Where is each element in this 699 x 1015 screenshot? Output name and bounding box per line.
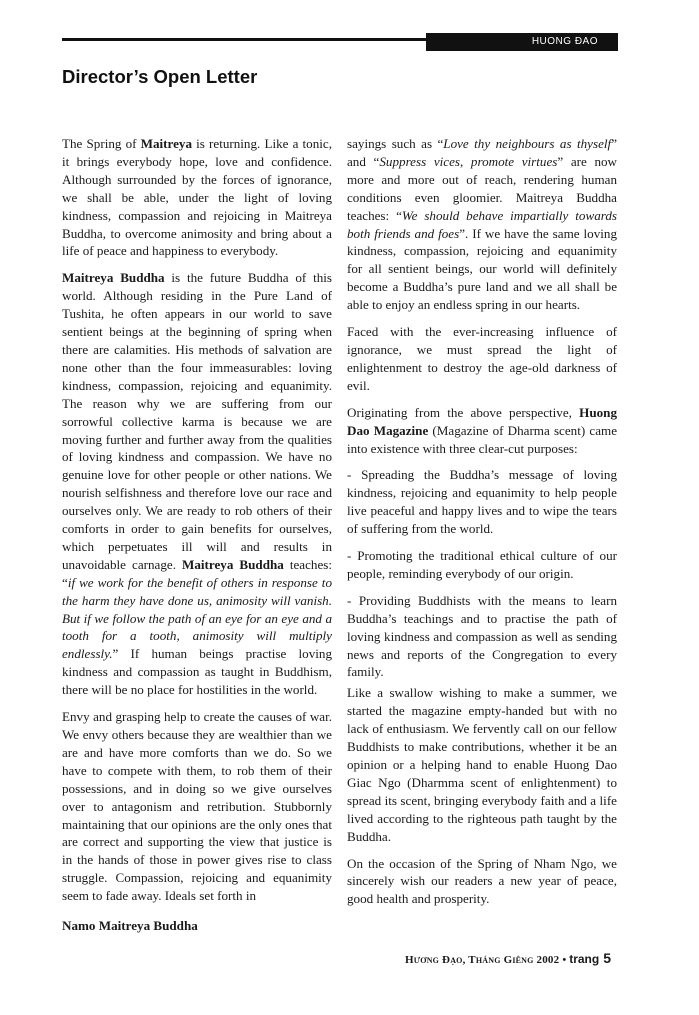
page-footer (405, 950, 611, 966)
left-column (62, 135, 332, 914)
list-item: - Promoting the traditional ethical culture of our people, reminding everybody of our origin. (347, 548, 617, 581)
paragraph: sayings such as “Love thy neighbours as thyself” and “Suppress vices, promote virtues” are now more and more out of reach, rendering human conditions even gloomier. Maitreya Buddha teaches: “We should behave impartially towards both friends and foes”. If we have the same loving kindness, compassion, rejoicing and equanimity for all sentient beings, our world will definitely become a Buddha’s pure land and we all shall be able to enjoy an endless spring in our hearts. (347, 136, 617, 313)
paragraph: Faced with the ever-increasing influence of ignorance, we must spread the light of enlightenment to destroy the age-old darkness of evil. (347, 324, 617, 393)
paragraph: The Spring of Maitreya is returning. Like a tonic, it brings everybody hope, love and confidence. Although surrounded by the forces of ignorance, we shall be able, under the light of loving kindness, compassion and rejoicing in Maitreya Buddha, to overcome animosity and bring about a life of peace and happiness to everybody. (62, 136, 332, 259)
paragraph: Envy and grasping help to create the causes of war. We envy others because they are wealthier than we are and have more comforts than we do. So we have to compete with them, to rob them of their possessions, and in doing so we give ourselves over to antagonism and retribution. Stubbornly maintaining that our opinions are the only ones that are correct and supporting the view that justice is in the hands of those in power gives rise to class struggle. Compassion, rejoicing and equanimity seem to fade away. Ideals set forth in (62, 709, 332, 904)
footer-page-word: trang (569, 952, 600, 966)
footer-magazine: Hương Đạo, Tháng Giêng 2002 (404, 954, 560, 966)
page-title: Director’s Open Letter (62, 66, 258, 87)
footer-bullet: • (562, 954, 567, 966)
list-item: - Spreading the Buddha’s message of loving kindness, rejoicing and equanimity to help people live peaceful and happy lives and to wipe the tears of suffering from the world. (347, 467, 617, 537)
list-item: - Providing Buddhists with the means to learn Buddha’s teachings and to practise the path of loving kindness and compassion as well as sending news and reports of the Congregation to every family. (347, 592, 617, 680)
section-tag: HUONG ĐAO (426, 33, 618, 51)
paragraph: Maitreya Buddha is the future Buddha of this world. Although residing in the Pure Land of Tushita, he often appears in our world to save sentient beings at the beginning of spring when there are calamities. His methods of salvation are none other than the four immeasurables: loving kindness, compassion, rejoicing and equanimity. The reason why we are suffering from our sorrowful collective karma is because we are moving further and further away from the qualities of loving kindness and compassion. We have no genuine love for other people or other nations. We nourish selfishness and therefore love our race and ourselves only. We are ready to rob others of their comforts in order to gain benefits for ourselves, which perpetuates ill will and results in unavoidable carnage. Maitreya Buddha teaches: “if we work for the benefit of others in response to the harm they have done us, animosity will vanish. But if we follow the path of an eye for an eye and a tooth for a tooth, animosity will multiply endlessly.” If human beings practise loving kindness and compassion as taught in Buddhism, there will be no place for hostilities in the world. (62, 270, 332, 698)
paragraph: On the occasion of the Spring of Nham Ngo, we sincerely wish our readers a new year of peace, good health and prosperity. (347, 855, 617, 907)
signature: Namo Maitreya Buddha (62, 918, 198, 933)
paragraph: Like a swallow wishing to make a summer, we started the magazine empty-handed but with no lack of enthusiasm. We fervently call on our fellow Buddhists to make contributions, whether it be an opinion or a helping hand to enable Huong Dao Giac Ngo (Dharmma scent of enlightenment) to spread its scent, bringing everybody faith and a life lived according to the righteous path taught by the Buddha. (347, 685, 617, 844)
right-column (347, 135, 617, 917)
page-number: 5 (603, 950, 611, 966)
paragraph: Originating from the above perspective, Huong Dao Magazine (Magazine of Dharma scent) came into existence with three clear-cut purposes: (347, 404, 618, 456)
